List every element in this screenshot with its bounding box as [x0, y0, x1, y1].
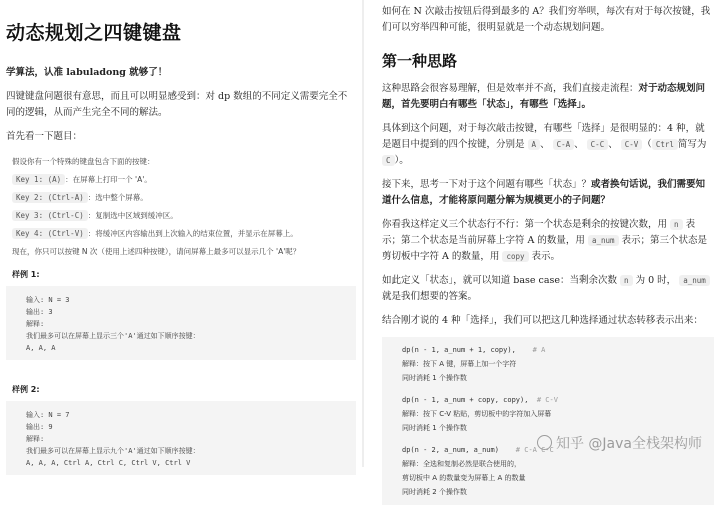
code-call: dp(n - 1, a_num + copy, copy), — [402, 396, 529, 404]
example1-line: 输入: N = 3 — [26, 296, 70, 304]
code-comment: # A — [532, 346, 546, 354]
text: 具体到这个问题，对于每次敲击按键，有哪些「选择」是很明显的：4 种，就是题目中提到的四个按键，分别是 — [382, 123, 705, 150]
key-code: Key 3: (Ctrl-C) — [12, 210, 88, 221]
text: 如此定义「状态」，就可以知道 base case：当剩余次数 — [382, 275, 618, 286]
intro-paragraph: 四键键盘问题很有意思，而且可以明显感受到：对 dp 数组的不同定义需要完全不同的逻辑，从而产生完全不同的解法。 — [6, 91, 348, 118]
right-column — [364, 0, 720, 496]
example2-line: 输出: 9 — [26, 423, 53, 431]
inline-code: a_num — [679, 275, 710, 286]
text: 为 0 时， — [635, 275, 677, 286]
inline-code: a_num — [588, 235, 619, 246]
code-explain: 剪切板中 A 的数量变为屏幕上 A 的数量 — [402, 474, 526, 482]
code-explain: 解释：按下 C-V 粘贴，剪切板中的字符加入屏幕 — [402, 410, 552, 418]
code-explain: 同时消耗 1 个操作数 — [402, 424, 467, 432]
key-item — [12, 207, 356, 225]
code-comment: # C-A C-C — [515, 446, 554, 454]
inline-code: C-V — [621, 139, 643, 150]
code-line — [402, 343, 704, 357]
example2-line: 输入: N = 7 — [26, 411, 70, 419]
inline-code: Ctrl — [652, 139, 678, 150]
text: 你看我这样定义三个状态行不行：第一个状态是剩余的按键次数，用 — [382, 219, 668, 230]
example1-line: A, A, A — [26, 344, 56, 352]
key-code: Key 1: (A) — [12, 174, 65, 185]
inline-code: C-C — [587, 139, 609, 150]
first-look-text: 首先看一下题目： — [6, 131, 83, 142]
paragraph-4 — [382, 217, 714, 265]
key-desc: ：将缓冲区内容输出到上次输入的结束位置，并显示在屏幕上。 — [87, 229, 298, 238]
example1-line: 输出: 3 — [26, 308, 53, 316]
lead-text: 学算法，认准 labuladong 就够了！ — [6, 67, 168, 78]
code-explain: 同时消耗 2 个操作数 — [402, 488, 467, 496]
inline-code: copy — [502, 251, 528, 262]
example1-line: 解释: — [26, 320, 45, 328]
zhihu-logo-icon — [537, 435, 552, 450]
code-comment: # C-V — [536, 396, 558, 404]
example2-title: 样例 2: — [12, 385, 40, 394]
key-item — [12, 189, 356, 207]
key-item — [12, 225, 356, 243]
text: 表示。 — [531, 251, 561, 262]
key-code: Key 2: (Ctrl-A) — [12, 192, 88, 203]
code-explain: 同时消耗 1 个操作数 — [402, 374, 467, 382]
text: 就是我们想要的答案。 — [382, 291, 478, 302]
inline-code: A — [528, 139, 541, 150]
code-block — [382, 337, 714, 505]
article-title: 动态规划之四键键盘 — [6, 22, 182, 44]
text: 简写为 — [677, 139, 707, 150]
code-call: dp(n - 1, a_num + 1, copy), — [402, 346, 516, 354]
text: 表示；第三个状态是剪切板中字符 A 的数量，用 — [382, 235, 708, 262]
problem-intro: 假设你有一个特殊的键盘包含下面的按键： — [12, 157, 155, 166]
emphasis-text: 或者换句话说，我们需要知道什么信息，才能将原问题分解为规模更小的子问题？ — [382, 179, 706, 206]
key-desc: ：复制选中区域到缓冲区。 — [87, 211, 178, 220]
key-item — [12, 171, 356, 189]
top-paragraph: 如何在 N 次敲击按钮后得到最多的 A？我们穷举呗，每次有对于每次按键，我们可以穷举四种可能，很明显就是一个动态规划问题。 — [382, 6, 711, 33]
paragraph-1 — [382, 81, 714, 113]
example2-box — [6, 401, 356, 475]
inline-code: C-A — [553, 139, 575, 150]
text: 这种思路会很容易理解，但是效率并不高，我们直接走流程： — [382, 83, 639, 94]
code-explain: 解释：按下 A 键，屏幕上加一个字符 — [402, 360, 517, 368]
code-explain: 解释：全选和复制必然是联合使用的， — [402, 460, 521, 468]
text: （ — [642, 139, 652, 150]
inline-code: n — [670, 219, 683, 230]
text: ）。 — [394, 155, 409, 166]
watermark — [537, 433, 702, 453]
key-list — [12, 171, 356, 243]
example2-line: 解释: — [26, 435, 45, 443]
key-desc: ：在屏幕上打印一个 'A'。 — [65, 175, 152, 184]
inline-code: n — [620, 275, 633, 286]
example1-line: 我们最多可以在屏幕上显示三个'A'通过如下顺序按键： — [26, 332, 200, 340]
paragraph-6: 结合刚才说的 4 种「选择」，我们可以把这几种选择通过状态转移表示出来： — [382, 315, 703, 326]
text: 表示；第二个状态是当前屏幕上字符 A 的数量，用 — [382, 219, 696, 246]
section-title: 第一种思路 — [382, 52, 458, 70]
paragraph-2: 具体到这个问题，对于每次敲击按键，有哪些「选择」是很明显的：4 种，就是题目中提到的四个按键，分别是 A 、 C-A 、 C-C 、 C-V （ Ctrl 简写为C ）。 — [382, 123, 707, 166]
paragraph-5 — [382, 273, 714, 305]
code-line — [402, 393, 704, 407]
text: 接下来，思考一下对于这个问题有哪些「状态」？ — [382, 179, 592, 190]
question-text: 现在，你只可以按键 N 次（使用上述四种按键），请问屏幕上最多可以显示几个 'A'呢？ — [12, 247, 301, 256]
example1-box — [6, 286, 356, 360]
example2-line: 我们最多可以在屏幕上显示九个'A'通过如下顺序按键： — [26, 447, 200, 455]
paragraph-3 — [382, 177, 714, 209]
example2-line: A, A, A, Ctrl A, Ctrl C, Ctrl V, Ctrl V — [26, 459, 191, 467]
example1-title: 样例 1: — [12, 270, 40, 279]
key-code: Key 4: (Ctrl-V) — [12, 228, 88, 239]
key-desc: ：选中整个屏幕。 — [87, 193, 148, 202]
watermark-text: 知乎 @Java全栈架构师 — [555, 436, 702, 452]
inline-code: C — [382, 155, 395, 166]
emphasis-text: 对于动态规划问题，首先要明白有哪些「状态」，有哪些「选择」。 — [382, 83, 706, 110]
left-column — [0, 0, 364, 467]
code-call: dp(n - 2, a_num, a_num) — [402, 446, 499, 454]
